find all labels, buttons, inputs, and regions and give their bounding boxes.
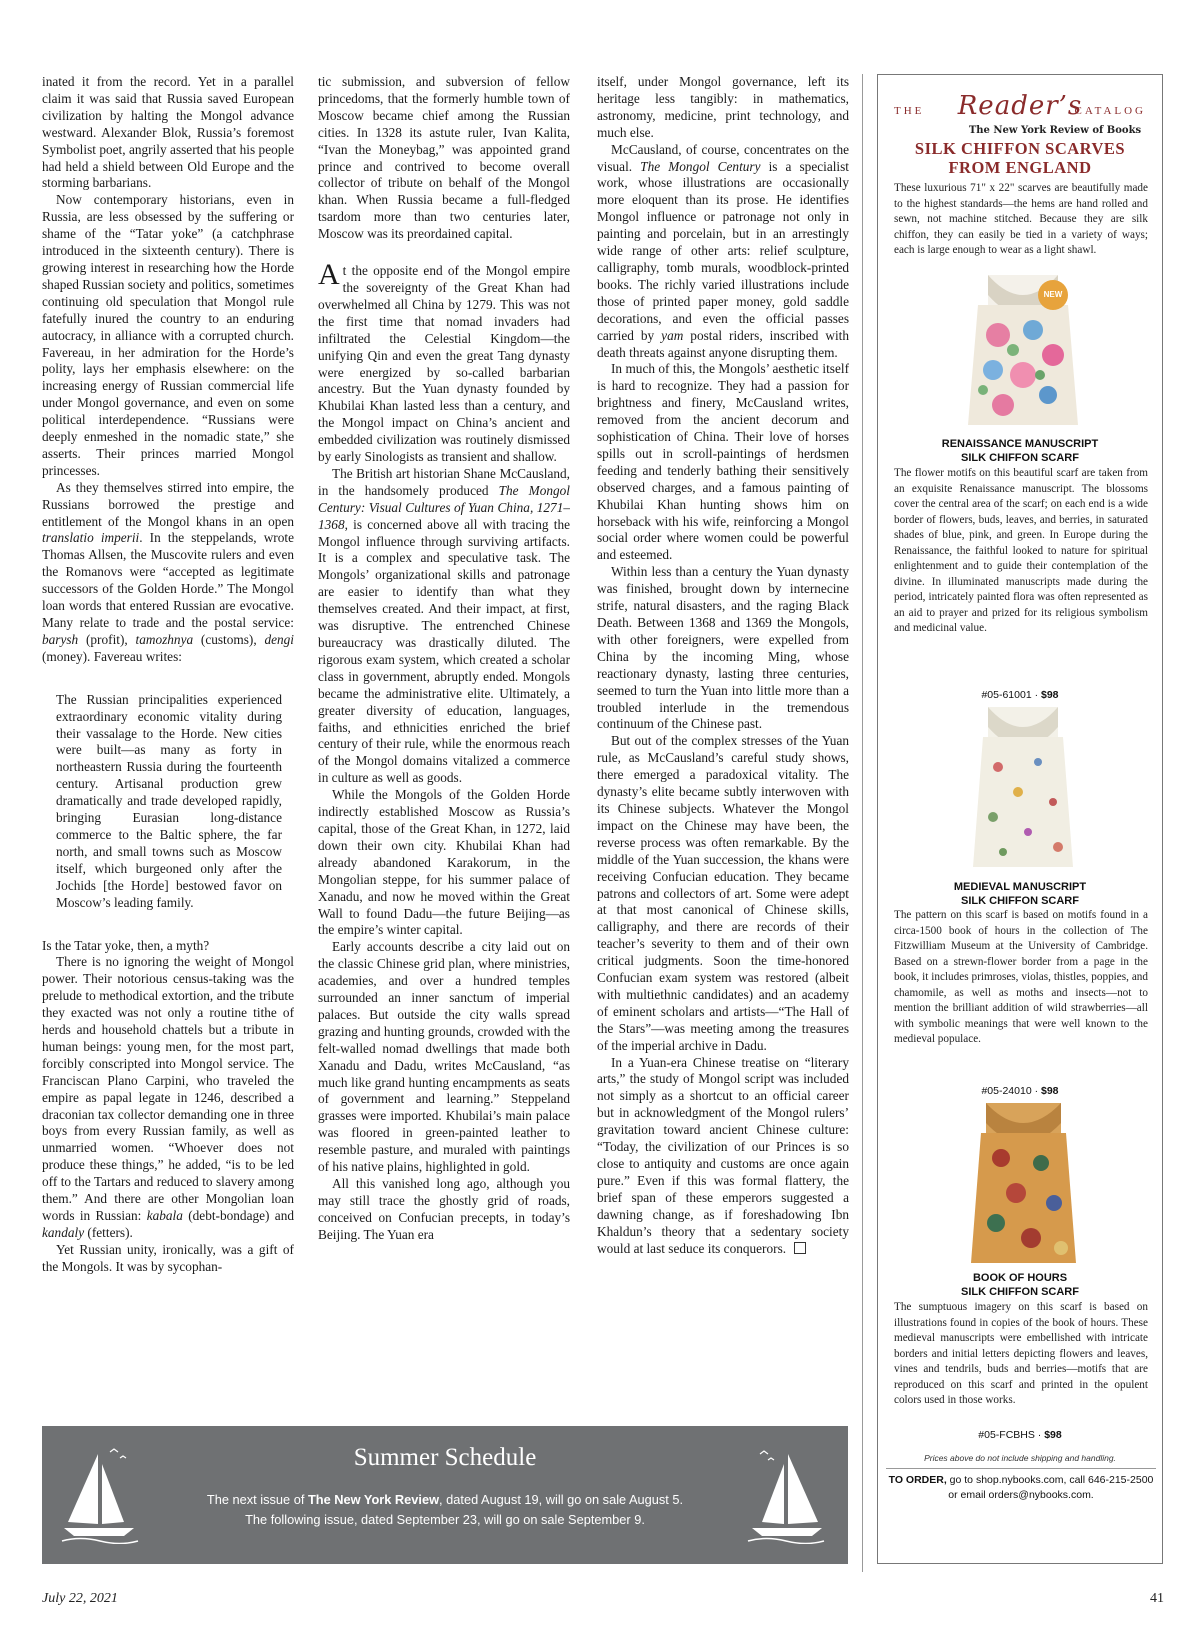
- catalog-script-logo: Reader’s: [957, 91, 1083, 121]
- banner-line-1: The next issue of The New York Review, dated August 19, will go on sale August 5.: [206, 1492, 684, 1507]
- product-description: The sumptuous imagery on this scarf is based on illustrations found in copies of the book of hours. These medieval manuscripts were embellished with intricate borders and initial letters depicting flowers and leaves, vines and tendrils, buds and berries—motifs that are reproduced on this scarf and printed in the opulent colors used in those works.: [894, 1301, 1148, 1406]
- block-quote: The Russian principalities experienced extraordinary economic vitality during their vassalage to the Horde. New cities were built—as many as forty in northeastern Russia during the fourteenth century. Artisanal production grew dramatically and trade developed rapidly, bringing Eurasian long-distance commerce to the Baltic sphere, the far north, and small towns such as Moscow itself, which burgeoned only after the Jochids [the Horde] bestowed favor on Moscow’s leading family.: [56, 691, 282, 910]
- product-price: #05-FCBHS · $98: [978, 1429, 1062, 1441]
- paragraph: McCausland, of course, concentrates on the visual. The Mongol Century is a specialist work, whose illustrations are occasionally more eloquent than its prose. He identifies Mongol influence or patronage not only in painting and porcelain, but in an arrestingly wide range of other arts: relief sculpture, calligraphy, tomb murals, woodblock-printed books. The richly varied illustrations include those of printed paper money, gold saddle decorations, and even the official passes carried by yam postal riders, inscribed with death threats against anyone disrupting them.: [597, 141, 849, 360]
- paragraph: inated it from the record. Yet in a parallel claim it was said that Russia saved European civilization by halting the Mongol advance westward. Alexander Blok, Russia’s foremost Symbolist poet, angrily asserted that his people had held a shield between Old Europe and the storming barbarians.: [42, 74, 294, 191]
- paragraph: At the opposite end of the Mongol empire the sovereignty of the Great Khan had overwhelmed all China by 1279. This was not the first time that nomad invaders had infiltrated the Celestial Kingdom—the unifying Qin and even the great Tang dynasty were energized by so-called barbarian ancestry. But the Yuan dynasty founded by Khubilai Khan lasted less than a century, and the Mongol impact on China’s ancient and embedded civilization was routinely dismissed by early Sinologists as transient and shallow.: [318, 258, 570, 465]
- product-price: #05-24010 · $98: [981, 1085, 1059, 1097]
- paragraph: While the Mongols of the Golden Horde indirectly established Moscow as Russia’s capital, those of the Great Khan, in 1272, laid down their own city. Khubilai Khan had already abandoned Karakorum, in the Mongolian steppe, for his summer palace of Xanadu, and now he moved within the Great Wall to found Dadu—the future Beijing—as the empire’s winter capital.: [318, 787, 570, 938]
- end-mark-icon: [794, 1242, 806, 1254]
- paragraph: itself, under Mongol governance, left its heritage less tangibly: in mathematics, astronomy, medicine, print technology, and much else.: [597, 74, 849, 140]
- paragraph: In much of this, the Mongols’ aesthetic itself is hard to recognize. They had a passion for brightness and finery, McCausland writes, removed from the ancient decorum and sophistication of China. Their love of horses spills out in scroll-paintings of herdsmen feeding and tenderly bathing their sensitively observed charges, and a famous painting of Khubilai Khan hunting shows him on horseback with his wife, reinforcing a Mongol social order where women could be powerful and esteemed.: [597, 361, 849, 563]
- product-name: BOOK OF HOURS SILK CHIFFON SCARF: [961, 1272, 1079, 1298]
- paragraph: In a Yuan-era Chinese treatise on “literary arts,” the study of Mongol script was included not simply as a shortcut to an official career but in acknowledgment of the Mongol rulers’ gravitation toward ancient Chinese culture: “Today, the civilization of our Princes is so close to antiquity and customs are once again pure.” Even if this was formal flattery, the brief span of these emperors suggested a dawning change, as if foreshadowing Ibn Khaldun’s theory that a sedentary society would at last seduce its conquerors.: [597, 1054, 849, 1256]
- product-price: #05-61001 · $98: [981, 689, 1059, 701]
- paragraph: tic submission, and subversion of fellow princedoms, that the formerly humble town of Moscow became chief among the Russian cities. In 1328 its astute ruler, Ivan Kalita, “Ivan the Moneybag,” was appointed grand prince and contrived to become overall collector of tribute on behalf of the Mongol khan. When Russia became a full-fledged tsardom more than two centuries later, Moscow was its preordained capital.: [318, 74, 570, 242]
- paragraph: Yet Russian unity, ironically, was a gift of the Mongols. It was by sycophan-: [42, 1241, 294, 1274]
- paragraph: Now contemporary historians, even in Russia, are less obsessed by the suffering or shame of the “Tatar yoke” (a catchphrase introduced in the sixteenth century). There is growing interest in researching how the Horde shaped Russian society and politics, sometimes continuing old speculation that Mongol rule fatefully inured the country to an enduring autocracy, in alliance with a corrupted church. Favereau, in her admiration for the Horde’s polity, lays her emphasis elsewhere: on the increasing energy of Russian commercial life under Mongol governance, and even on some political interdependence. “Russians were deeply enmeshed in the nomadic state,” she asserts. Their princes married Mongol princesses.: [42, 192, 294, 478]
- banner-line-2: The following issue, dated September 23, will go on sale September 9.: [245, 1512, 645, 1527]
- paragraph: But out of the complex stresses of the Yuan rule, as McCausland’s careful study shows, there emerged a paradoxical vitality. The dynasty’s elite became subtly interwoven with its Chinese subjects. Whatever the Mongol impact on the Chinese may have been, the reverse process was often remarkable. By the middle of the Yuan succession, the khans were receiving Confucian education. They became patrons and collectors of art. Some were adept at that most canonical of Chinese skills, calligraphy, and there are records of their teacher’s severity to them and of their own critical judgments. Soon the time-honored Confucian exam system was restored (albeit with multiethnic candidates) and an academy of eminent scholars and artists—“The Hall of the Stars”—was meeting among the treasures of the imperial archive in Dadu.: [597, 733, 849, 1053]
- paragraph: The British art historian Shane McCausland, in the handsomely produced The Mongol Century: Visual Cultures of Yuan China, 1271–1368, is concerned above all with tracing the Mongol influence through surviving artifacts. It is a complex and speculative task. The Mongols’ organizational skills and patronage are easier to identify than what they themselves created. And their impact, at first, was disruptive. The entrenched Chinese bureaucracy was drastically diluted. The rigorous exam system, which created a scholar class in government, abruptly ended. Mongols became the administrative elite. Ultimately, a greater diversity of education, languages, faiths, and ethnicities enriched the brief century of their rule, while the enormous reach of the Mongol domains vitalized a commerce in culture as well as goods.: [318, 465, 570, 786]
- paragraph: Early accounts describe a city laid out on the classic Chinese grid plan, where ministries, academies, and over a hundred temples surrounded an inner sanctum of imperial palaces. But outside the city walls spread grazing and hunting grounds, crowded with the felt-walled nomad dwellings that made both Xanadu and Dadu, writes McCausland, “as much like grand hunting encampments as seats of government and learning.” Steppeland grasses were imported. Khubilai’s main palace was floored in green-painted leather to resemble pasture, and muraled with paintings of his native plains, highlighted in gold.: [318, 939, 570, 1175]
- issue-date: July 22, 2021: [42, 1591, 118, 1606]
- paragraph: All this vanished long ago, although you may still trace the ghostly grid of roads, conceived on Confucian precepts, in today’s Beijing. The Yuan era: [318, 1176, 570, 1242]
- renaissance-scarf-image[interactable]: [948, 275, 1098, 425]
- paragraph: Within less than a century the Yuan dynasty was finished, brought down by internecine strife, natural disasters, and the raging Black Death. Between 1368 and 1369 the Mongols, with other foreigners, were expelled from China by the incoming Ming, whose reactionary dynasty, lasting three centuries, seemed to turn the Yuan into little more than a troubled interlude in the tremendous continuum of the Chinese past.: [597, 564, 849, 732]
- medieval-scarf-image[interactable]: [958, 707, 1088, 867]
- product-name: MEDIEVAL MANUSCRIPT SILK CHIFFON SCARF: [953, 881, 1087, 907]
- product-description: The flower motifs on this beautiful scarf are taken from an exquisite Renaissance manuscript. The blossoms cover the central area of the scarf; on each end is a wide border of flowers, buds, leaves, and berries, in saturated shades of blue, pink, and green. In Europe during the Renaissance, the faithful looked to nature for spiritual enlightenment and to guide their contemplation of the divine. In illuminated manuscripts made during the period, intricately painted flora was often represented as an aid to prayer and prized for its religious symbolism and medicinal value.: [894, 467, 1148, 634]
- article-column-3: [597, 74, 849, 1410]
- shipping-note: Prices above do not include shipping and handling.: [924, 1453, 1116, 1463]
- publisher-name: The New York Review of Books: [968, 125, 1142, 136]
- ad-intro: These luxurious 71" x 22" scarves are beautifully made to the highest standards—the hems are hand rolled and sewn, not machine stitched. Because they are silk chiffon, they can easily be tied in a variety of ways; each is large enough to wear as a light shawl.: [894, 182, 1148, 256]
- drop-cap: A: [318, 258, 340, 292]
- summer-schedule-banner: [42, 1426, 848, 1564]
- sailboat-icon: [746, 1444, 826, 1544]
- banner-title: Summer Schedule: [353, 1444, 537, 1471]
- product-name: RENAISSANCE MANUSCRIPT SILK CHIFFON SCARF: [941, 438, 1099, 464]
- paragraph: Is the Tatar yoke, then, a myth?: [42, 937, 210, 953]
- order-info: TO ORDER, go to shop.nybooks.com, call 646-215-2500 or email orders@nybooks.com.: [886, 1468, 1156, 1503]
- product-description: The pattern on this scarf is based on motifs found in a circa-1500 book of hours in the collection of The Fitzwilliam Museum at the University of Cambridge. Based on a strewn-flower border from a page in the book, it includes primroses, violas, thistles, poppies, and chamomile, as well as moths and insects—not to mention the brilliant addition of wild strawberries—all with symbolic meanings that were well known to the medieval populace.: [894, 909, 1148, 1045]
- book-of-hours-scarf-image[interactable]: [956, 1103, 1091, 1263]
- article-column-2: [318, 74, 570, 1410]
- paragraph: As they themselves stirred into empire, the Russians borrowed the prestige and entitlement of the Mongol khans in an open translatio imperii. In the steppelands, wrote Thomas Allsen, the Muscovite rulers and even the Romanovs were “accepted as legitimate successors of the Golden Horde.” The Mongol loan words that entered Russian are evocative. Many relate to trade and the postal service: barysh (profit), tamozhnya (customs), dengi (money). Favereau writes:: [42, 479, 294, 664]
- article-column-1: [42, 74, 294, 1410]
- new-badge: NEW: [1038, 280, 1068, 310]
- page-number: 41: [1150, 1591, 1164, 1606]
- paragraph: There is no ignoring the weight of Mongol power. Their notorious census-taking was the prelude to methodical extortion, and the tribute they exacted was not only a routine tithe of herds and household chattels but a tribute in human beings: young men, for the most part, forcibly conscripted into Mongol service. The Franciscan Plano Carpini, who traveled the empire as papal legate in 1246, described a draconian tax collector demanding one in three boys from every Russian family, as well as unmarried women. “Whoever does not produce these things,” he added, “is to be led off to the Tartars and reduced to slavery among them.” And there are other Mongolian loan words in Russian: kabala (debt-bondage) and kandaly (fetters).: [42, 954, 294, 1240]
- readers-catalog-ad: THE Reader’s CATALOG The New York Review of Books SILK CHIFFON SCARVES FROM ENGLAND These luxurious 71" x 22" scarves are beautifully made to the highest standards—the hems are hand rolled and sewn, not machine stitched. Because they are silk chiffon, they can easily be tied in a variety of ways; each is large enough to wear as a light shawl. NEW RENAISSANCE MANUSCRIPT SILK CHIFFON SCARF The flower motifs on this beautiful scarf are taken from an exquisite Renaissance manuscript. The blossoms cover the central area of the scarf; on each end is a wide border of flowers, buds, leaves, and berries, in saturated shades of blue, pink, and green. In Europe during the Renaissance, the faithful looked to nature for spiritual enlightenment and to guide their contemplation of the divine. In illuminated manuscripts made during the period, intricately painted flora was often represented as an aid to prayer and prized for its religious symbolism and medicinal value. #05-61001 · $98 MEDIEVAL MANUSCRIPT SILK CHIFFON SCARF The pattern on this scarf is based on motifs found in a circa-1500 book of hours in the collection of The Fitzwilliam Museum at the University of Cambridge. Based on a strewn-flower border from a page in the book, it includes primroses, violas, thistles, poppies, and chamomile, as well as moths and insects—not to mention the brilliant addition of wild strawberries—all with symbolic meanings that were well known to the medieval populace. #05-24010 · $98 BOOK OF HOURS SILK CHIFFON SCARF The sumptuous imagery on this scarf is based on illustrations found in copies of the book of hours. These medieval manuscripts were embellished with intricate borders and initial letters depicting flowers and leaves, vines and tendrils, buds and berries—motifs that are reproduced on this scarf and printed in the opulent colors used in those works. #05-FCBHS · $98 Prices above do not include shipping and handling. TO ORDER, go to shop.nybooks.com, call 646-215-2500 or email orders@nybooks.com.: [877, 74, 1163, 1564]
- column-rule: [862, 74, 863, 1572]
- ad-title: SILK CHIFFON SCARVES FROM ENGLAND: [914, 139, 1126, 177]
